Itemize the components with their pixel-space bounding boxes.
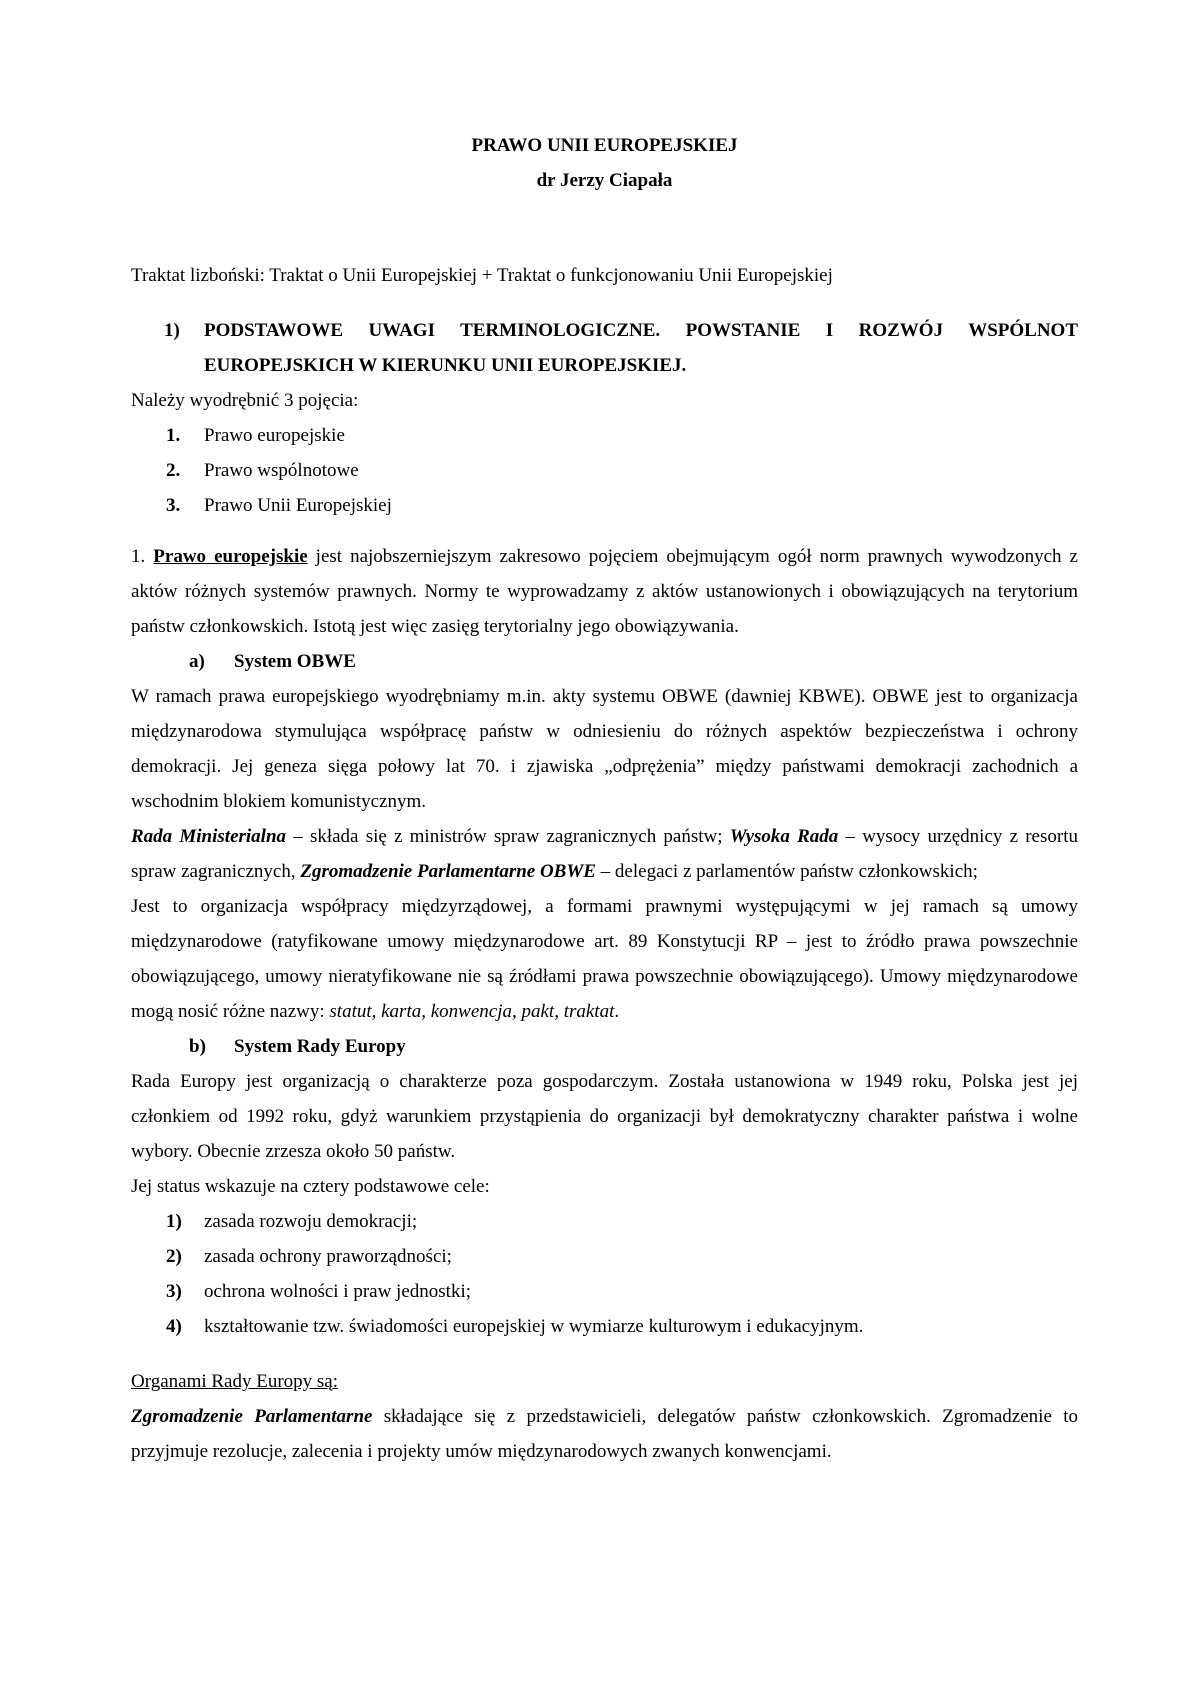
list-item: 1) zasada rozwoju demokracji; — [166, 1211, 418, 1232]
list-item: 4) kształtowanie tzw. świadomości europejskiej w wymiarze kulturowym i edukacyjnym. — [166, 1316, 864, 1337]
concepts-lead: Należy wyodrębnić 3 pojęcia: — [131, 390, 359, 411]
list-item: 1. Prawo europejskie — [166, 425, 345, 446]
subsection-heading-rada-europy: b) System Rady Europy — [189, 1036, 406, 1057]
goals-lead: Jej status wskazuje na cztery podstawowe cele: — [131, 1176, 490, 1197]
spacer — [131, 523, 1078, 539]
paragraph-prawo-europejskie: 1. Prawo europejskie jest najobszerniejszym zakresowo pojęciem obejmującym ogół norm prawnych wywodzonych z aktów różnych systemów prawnych. Normy te wyprowadzamy z aktów ustanowionych i obowiązujących na terytorium państw członkowskich. Istotą jest więc zasięg terytorialny jego obowiązywania. — [131, 546, 1078, 637]
subsection-heading-obwe: a) System OBWE — [189, 651, 356, 672]
document-author: dr Jerzy Ciapała — [536, 170, 673, 191]
section-heading-line1: PODSTAWOWE UWAGI TERMINOLOGICZNE. POWSTANIE I ROZWÓJ WSPÓLNOT — [204, 320, 1078, 341]
spacer — [131, 1344, 1078, 1364]
section-heading-text — [204, 313, 1078, 383]
spacer — [131, 293, 1078, 313]
paragraph-obwe-intro: W ramach prawa europejskiego wyodrębniamy m.in. akty systemu OBWE (dawniej KBWE). OBWE jest to organizacja międzynarodowa stymulująca współpracę państw w odniesieniu do różnych aspektów bezpieczeństwa i ochrony demokracji. Jej geneza sięga połowy lat 70. i zjawiska „odprężenia” między państwami demokracji zachodnich a wschodnim blokiem komunistycznym. — [131, 686, 1078, 812]
term-zgromadzenie: Zgromadzenie Parlamentarne — [131, 1406, 373, 1427]
paragraph-obwe-legal-forms: Jest to organizacja współpracy międzyrządowej, a formami prawnymi występującymi w jej ramach są umowy międzynarodowe (ratyfikowane umowy międzynarodowe art. 89 Konstytucji RP – jest to źródło prawa powszechnie obowiązującego, umowy nieratyfikowane nie są źródłami prawa powszechnie obowiązującego). Umowy międzynarodowe mogą nosić różne nazwy: statut, karta, konwencja, pakt, traktat. — [131, 896, 1078, 1022]
section-heading — [131, 313, 1078, 383]
list-item: 3. Prawo Unii Europejskiej — [166, 495, 392, 516]
list-item: 3) ochrona wolności i praw jednostki; — [166, 1281, 472, 1302]
paragraph-obwe-organs: Rada Ministerialna – składa się z ministrów spraw zagranicznych państw; Wysoka Rada – wysocy urzędnicy z resortu spraw zagranicznych, Zgromadzenie Parlamentarne OBWE – delegaci z parlamentów państw członkowskich; — [131, 826, 1078, 882]
list-item: 2) zasada ochrony praworządności; — [166, 1246, 452, 1267]
section-heading-line2: EUROPEJSKICH W KIERUNKU UNII EUROPEJSKIEJ. — [204, 355, 687, 376]
spacer — [131, 198, 1078, 258]
document-title: PRAWO UNII EUROPEJSKIEJ — [471, 135, 738, 156]
list-item: 2. Prawo wspólnotowe — [166, 460, 359, 481]
paragraph-zgromadzenie: Zgromadzenie Parlamentarne składające się z przedstawicieli, delegatów państw członkowskich. Zgromadzenie to przyjmuje rezolucje, zalecenia i projekty umów międzynarodowych zwanych konwencjami. — [131, 1406, 1078, 1462]
section-number: 1) — [164, 320, 180, 341]
goals-list — [131, 1204, 1078, 1344]
organs-heading: Organami Rady Europy są: — [131, 1371, 339, 1392]
term-prawo-europejskie: Prawo europejskie — [153, 546, 308, 567]
concepts-list — [131, 418, 1078, 523]
paragraph-rada-europy: Rada Europy jest organizacją o charakterze poza gospodarczym. Została ustanowiona w 1949 roku, Polska jest jej członkiem od 1992 roku, gdyż warunkiem przystąpienia do organizacji był demokratyczny charakter państwa i wolne wybory. Obecnie zrzesza około 50 państw. — [131, 1071, 1078, 1162]
intro-line: Traktat lizboński: Traktat o Unii Europejskiej + Traktat o funkcjonowaniu Unii Europejskiej — [131, 265, 833, 286]
